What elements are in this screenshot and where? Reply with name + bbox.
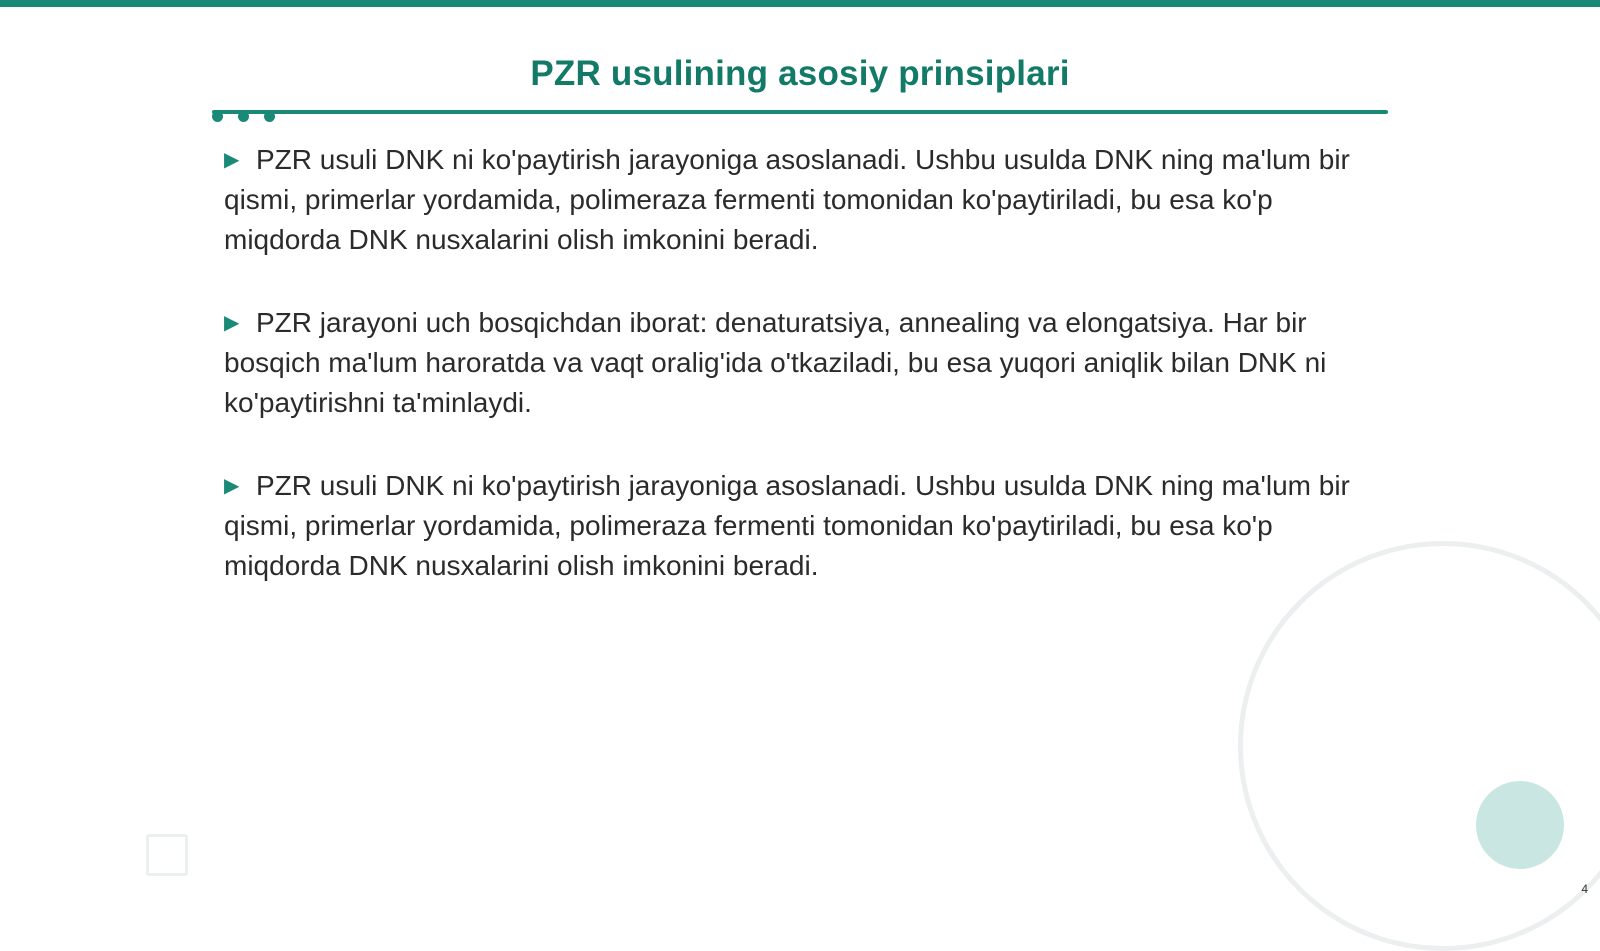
top-accent-bar <box>0 0 1600 7</box>
page-number: 4 <box>1581 882 1588 896</box>
bullet-item <box>224 466 1384 586</box>
bullet-text: PZR usuli DNK ni ko'paytirish jarayoniga asoslanadi. Ushbu usulda DNK ning ma'lum bir qismi, primerlar yordamida, polimeraza fermenti tomonidan ko'paytiriladi, bu esa ko'p miqdorda DNK nusxalarini olish imkonini beradi. <box>224 470 1350 581</box>
decor-square <box>146 834 188 876</box>
bullet-text: PZR usuli DNK ni ko'paytirish jarayoniga asoslanadi. Ushbu usulda DNK ning ma'lum bir qismi, primerlar yordamida, polimeraza fermenti tomonidan ko'paytiriladi, bu esa ko'p miqdorda DNK nusxalarini olish imkonini beradi. <box>224 144 1350 255</box>
bullet-item <box>224 303 1384 423</box>
decor-circle <box>1476 781 1564 869</box>
bullet-text: PZR jarayoni uch bosqichdan iborat: denaturatsiya, annealing va elongatsiya. Har bir bosqich ma'lum haroratda va vaqt oralig'ida o'tkaziladi, bu esa yuqori aniqlik bilan DNK ni ko'paytirishni ta'minlaydi. <box>224 307 1327 418</box>
slide-title: PZR usulining asosiy prinsiplari <box>530 54 1070 93</box>
decor-dot <box>264 111 275 122</box>
title-underline <box>212 110 1388 114</box>
decor-dot <box>238 111 249 122</box>
bullet-list <box>224 140 1384 629</box>
decor-dot <box>212 111 223 122</box>
triangle-bullet-icon: ▶ <box>224 149 240 171</box>
triangle-bullet-icon: ▶ <box>224 475 240 497</box>
triangle-bullet-icon: ▶ <box>224 312 240 334</box>
bullet-item <box>224 140 1384 260</box>
